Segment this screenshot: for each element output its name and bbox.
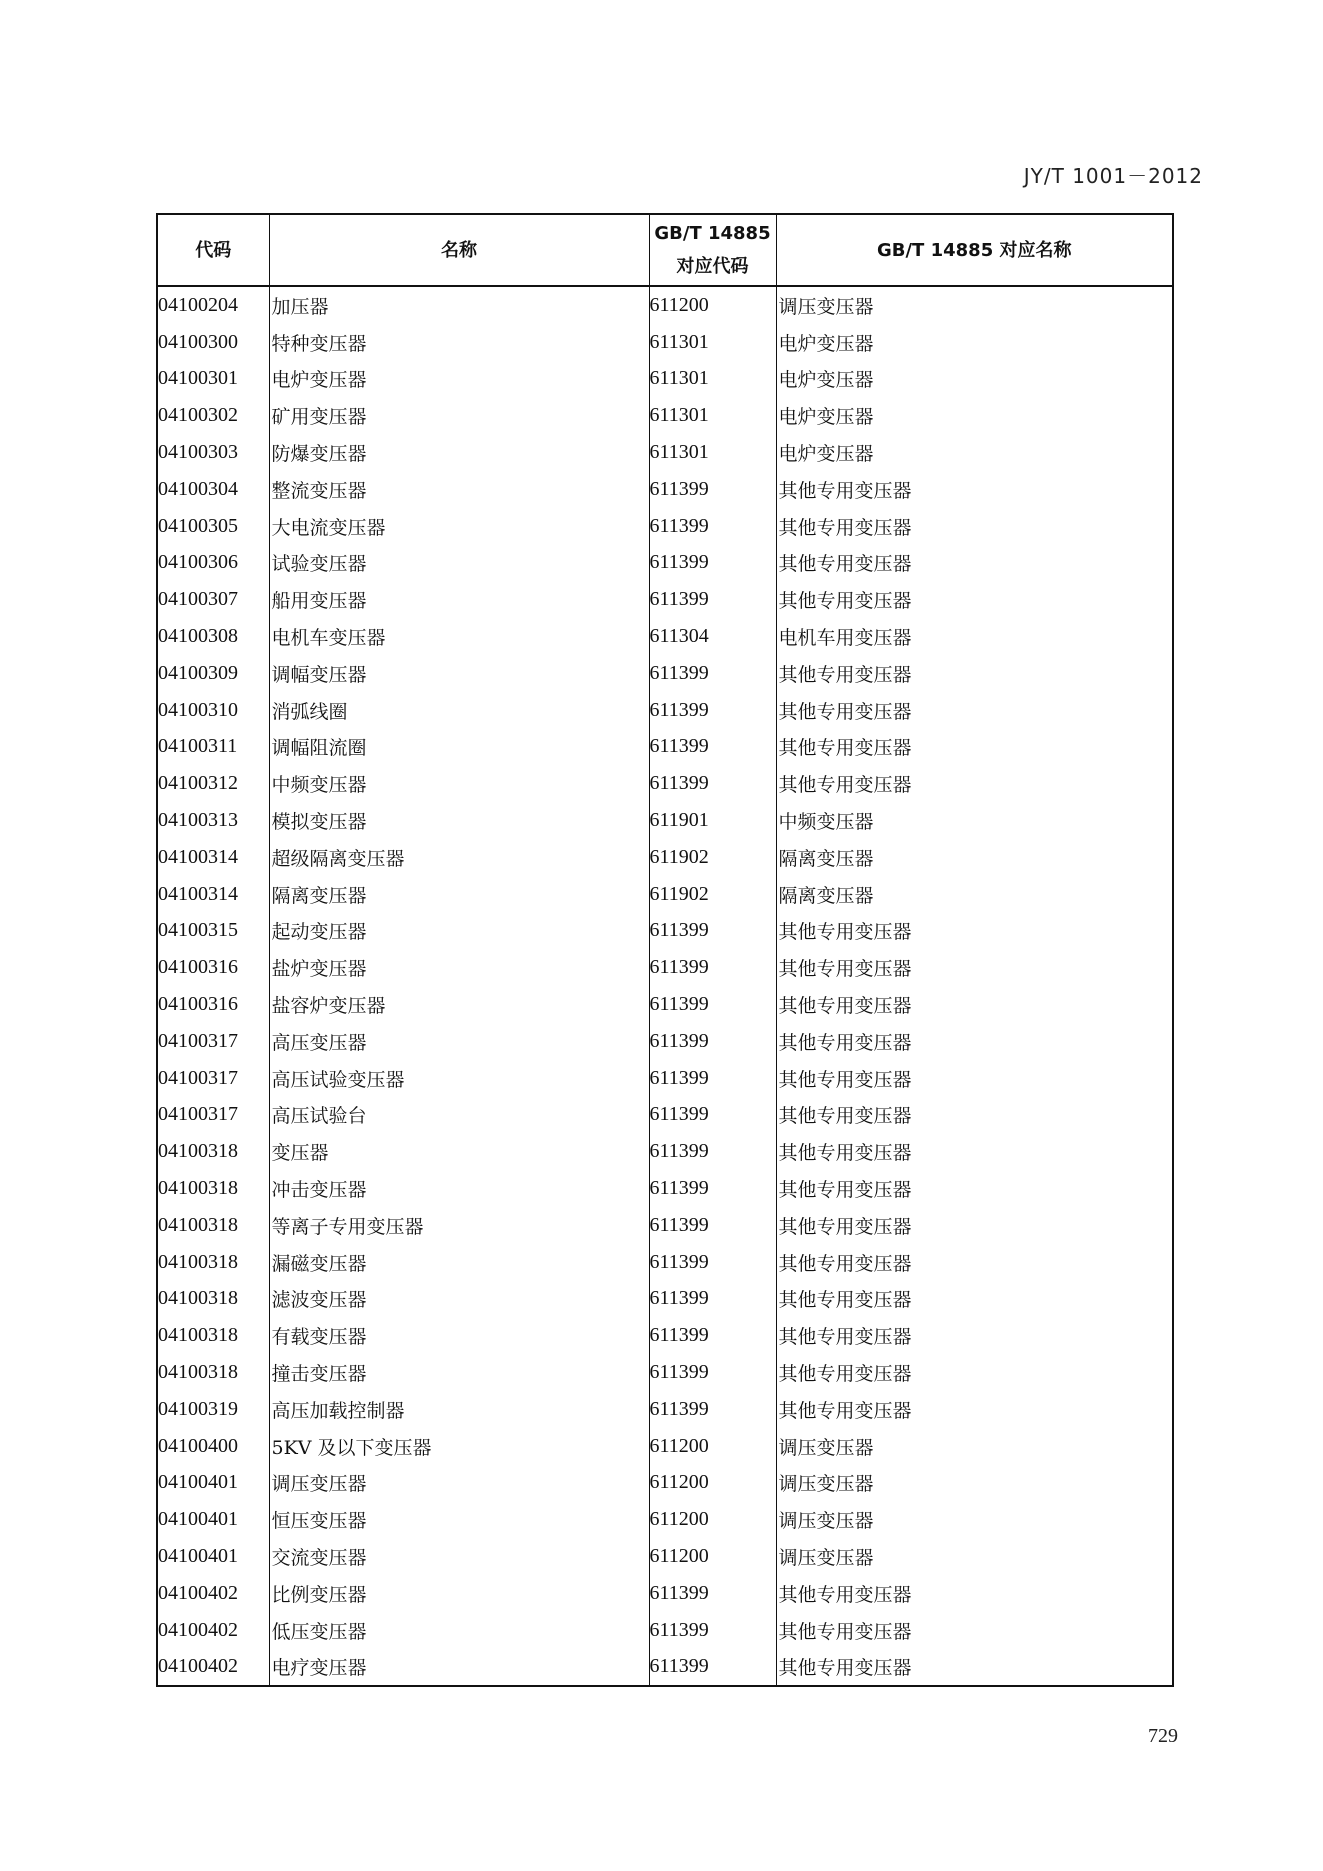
document-id: JY/T 1001－2012 — [1023, 164, 1203, 188]
header-row — [157, 214, 1173, 286]
gb-code-cell: 611399 — [649, 1170, 776, 1207]
table-row — [157, 1648, 1173, 1686]
gb-name-cell: 其他专用变压器 — [776, 765, 1173, 802]
name-cell: 恒压变压器 — [269, 1501, 649, 1538]
gb-name-cell: 其他专用变压器 — [776, 1244, 1173, 1281]
gb-code-cell: 611399 — [649, 986, 776, 1023]
table-row — [157, 434, 1173, 471]
table-row — [157, 1465, 1173, 1502]
code-cell: 04100318 — [157, 1133, 269, 1170]
code-cell: 04100401 — [157, 1465, 269, 1502]
gb-name-cell: 电炉变压器 — [776, 361, 1173, 398]
gb-code-cell: 611301 — [649, 397, 776, 434]
gb-code-cell: 611301 — [649, 434, 776, 471]
gb-name-cell: 隔离变压器 — [776, 839, 1173, 876]
code-cell: 04100312 — [157, 765, 269, 802]
gb-name-cell: 调压变压器 — [776, 1428, 1173, 1465]
gb-name-cell: 其他专用变压器 — [776, 545, 1173, 582]
header-name: 名称 — [269, 214, 649, 286]
gb-name-cell: 其他专用变压器 — [776, 581, 1173, 618]
name-cell: 调压变压器 — [269, 1465, 649, 1502]
name-cell: 变压器 — [269, 1133, 649, 1170]
code-cell: 04100311 — [157, 729, 269, 766]
code-cell: 04100319 — [157, 1391, 269, 1428]
table-row — [157, 1060, 1173, 1097]
name-cell: 冲击变压器 — [269, 1170, 649, 1207]
name-cell: 高压加载控制器 — [269, 1391, 649, 1428]
table-row — [157, 655, 1173, 692]
code-cell: 04100306 — [157, 545, 269, 582]
code-cell: 04100314 — [157, 876, 269, 913]
table-row — [157, 508, 1173, 545]
name-cell: 特种变压器 — [269, 324, 649, 361]
gb-code-cell: 611399 — [649, 1244, 776, 1281]
gb-code-cell: 611399 — [649, 1648, 776, 1686]
table-row — [157, 545, 1173, 582]
table-row — [157, 876, 1173, 913]
header-gb-code-line1: GB/T 14885 — [654, 223, 771, 244]
table-row — [157, 1391, 1173, 1428]
name-cell: 高压变压器 — [269, 1023, 649, 1060]
name-cell: 高压试验变压器 — [269, 1060, 649, 1097]
gb-code-cell: 611399 — [649, 1133, 776, 1170]
gb-name-cell: 其他专用变压器 — [776, 1648, 1173, 1686]
gb-code-cell: 611399 — [649, 655, 776, 692]
name-cell: 比例变压器 — [269, 1575, 649, 1612]
name-cell: 超级隔离变压器 — [269, 839, 649, 876]
gb-name-cell: 其他专用变压器 — [776, 1097, 1173, 1134]
gb-name-cell: 其他专用变压器 — [776, 1281, 1173, 1318]
code-cell: 04100317 — [157, 1097, 269, 1134]
table-header — [157, 214, 1173, 286]
gb-name-cell: 调压变压器 — [776, 286, 1173, 324]
table-row — [157, 361, 1173, 398]
gb-name-cell: 电炉变压器 — [776, 434, 1173, 471]
gb-code-cell: 611399 — [649, 692, 776, 729]
name-cell: 盐炉变压器 — [269, 949, 649, 986]
page-number: 729 — [1148, 1725, 1178, 1747]
gb-name-cell: 其他专用变压器 — [776, 1170, 1173, 1207]
code-cell: 04100305 — [157, 508, 269, 545]
code-cell: 04100313 — [157, 802, 269, 839]
table-row — [157, 1428, 1173, 1465]
table-body — [157, 286, 1173, 1686]
gb-name-cell: 其他专用变压器 — [776, 692, 1173, 729]
gb-name-cell: 其他专用变压器 — [776, 1023, 1173, 1060]
gb-code-cell: 611399 — [649, 765, 776, 802]
code-cell: 04100400 — [157, 1428, 269, 1465]
gb-name-cell: 其他专用变压器 — [776, 1612, 1173, 1649]
code-cell: 04100401 — [157, 1538, 269, 1575]
table-row — [157, 802, 1173, 839]
table-row — [157, 1612, 1173, 1649]
gb-code-cell: 611200 — [649, 1428, 776, 1465]
name-cell: 整流变压器 — [269, 471, 649, 508]
table-row — [157, 1207, 1173, 1244]
code-cell: 04100309 — [157, 655, 269, 692]
gb-name-cell: 其他专用变压器 — [776, 655, 1173, 692]
name-cell: 5KV 及以下变压器 — [269, 1428, 649, 1465]
table-row — [157, 692, 1173, 729]
gb-name-cell: 其他专用变压器 — [776, 1317, 1173, 1354]
code-cell: 04100301 — [157, 361, 269, 398]
gb-code-cell: 611301 — [649, 361, 776, 398]
name-cell: 大电流变压器 — [269, 508, 649, 545]
gb-name-cell: 其他专用变压器 — [776, 729, 1173, 766]
code-cell: 04100401 — [157, 1501, 269, 1538]
table-row — [157, 1133, 1173, 1170]
gb-name-cell: 其他专用变压器 — [776, 1575, 1173, 1612]
code-cell: 04100304 — [157, 471, 269, 508]
gb-name-cell: 其他专用变压器 — [776, 1207, 1173, 1244]
header-code: 代码 — [157, 214, 269, 286]
code-cell: 04100402 — [157, 1648, 269, 1686]
gb-name-cell: 调压变压器 — [776, 1501, 1173, 1538]
table-row — [157, 471, 1173, 508]
code-mapping-table — [156, 213, 1174, 1687]
gb-code-cell: 611399 — [649, 581, 776, 618]
name-cell: 船用变压器 — [269, 581, 649, 618]
table-row — [157, 1575, 1173, 1612]
gb-code-cell: 611399 — [649, 508, 776, 545]
table-row — [157, 1170, 1173, 1207]
code-cell: 04100316 — [157, 986, 269, 1023]
gb-code-cell: 611902 — [649, 876, 776, 913]
gb-name-cell: 电炉变压器 — [776, 397, 1173, 434]
table-row — [157, 618, 1173, 655]
name-cell: 调幅阻流圈 — [269, 729, 649, 766]
code-cell: 04100300 — [157, 324, 269, 361]
name-cell: 中频变压器 — [269, 765, 649, 802]
name-cell: 电疗变压器 — [269, 1648, 649, 1686]
gb-name-cell: 其他专用变压器 — [776, 986, 1173, 1023]
name-cell: 撞击变压器 — [269, 1354, 649, 1391]
gb-name-cell: 其他专用变压器 — [776, 1133, 1173, 1170]
gb-name-cell: 其他专用变压器 — [776, 471, 1173, 508]
name-cell: 电炉变压器 — [269, 361, 649, 398]
gb-name-cell: 其他专用变压器 — [776, 913, 1173, 950]
code-cell: 04100318 — [157, 1170, 269, 1207]
table-row — [157, 949, 1173, 986]
name-cell: 盐容炉变压器 — [269, 986, 649, 1023]
code-cell: 04100318 — [157, 1354, 269, 1391]
code-cell: 04100317 — [157, 1023, 269, 1060]
name-cell: 电机车变压器 — [269, 618, 649, 655]
table-row — [157, 729, 1173, 766]
code-cell: 04100318 — [157, 1317, 269, 1354]
code-cell: 04100402 — [157, 1612, 269, 1649]
table-row — [157, 1097, 1173, 1134]
name-cell: 有载变压器 — [269, 1317, 649, 1354]
table-row — [157, 839, 1173, 876]
code-cell: 04100318 — [157, 1281, 269, 1318]
table-row — [157, 286, 1173, 324]
name-cell: 低压变压器 — [269, 1612, 649, 1649]
gb-code-cell: 611399 — [649, 1023, 776, 1060]
gb-name-cell: 其他专用变压器 — [776, 1060, 1173, 1097]
name-cell: 消弧线圈 — [269, 692, 649, 729]
gb-name-cell: 其他专用变压器 — [776, 949, 1173, 986]
code-cell: 04100307 — [157, 581, 269, 618]
gb-code-cell: 611399 — [649, 471, 776, 508]
gb-code-cell: 611399 — [649, 545, 776, 582]
gb-code-cell: 611399 — [649, 1612, 776, 1649]
gb-code-cell: 611304 — [649, 618, 776, 655]
gb-code-cell: 611902 — [649, 839, 776, 876]
code-cell: 04100308 — [157, 618, 269, 655]
table-row — [157, 1354, 1173, 1391]
gb-code-cell: 611399 — [649, 949, 776, 986]
gb-code-cell: 611399 — [649, 1207, 776, 1244]
gb-code-cell: 611399 — [649, 1060, 776, 1097]
gb-code-cell: 611901 — [649, 802, 776, 839]
table-row — [157, 1281, 1173, 1318]
name-cell: 模拟变压器 — [269, 802, 649, 839]
gb-code-cell: 611301 — [649, 324, 776, 361]
table-row — [157, 397, 1173, 434]
gb-name-cell: 其他专用变压器 — [776, 508, 1173, 545]
gb-name-cell: 电炉变压器 — [776, 324, 1173, 361]
code-cell: 04100302 — [157, 397, 269, 434]
code-cell: 04100316 — [157, 949, 269, 986]
table-row — [157, 765, 1173, 802]
table-row — [157, 581, 1173, 618]
name-cell: 交流变压器 — [269, 1538, 649, 1575]
gb-code-cell: 611399 — [649, 1354, 776, 1391]
name-cell: 漏磁变压器 — [269, 1244, 649, 1281]
table-row — [157, 1538, 1173, 1575]
name-cell: 矿用变压器 — [269, 397, 649, 434]
name-cell: 调幅变压器 — [269, 655, 649, 692]
table-row — [157, 913, 1173, 950]
table-row — [157, 986, 1173, 1023]
gb-name-cell: 调压变压器 — [776, 1465, 1173, 1502]
gb-code-cell: 611399 — [649, 1317, 776, 1354]
gb-name-cell: 调压变压器 — [776, 1538, 1173, 1575]
table-row — [157, 324, 1173, 361]
name-cell: 高压试验台 — [269, 1097, 649, 1134]
gb-code-cell: 611200 — [649, 1538, 776, 1575]
code-cell: 04100314 — [157, 839, 269, 876]
code-cell: 04100402 — [157, 1575, 269, 1612]
code-cell: 04100310 — [157, 692, 269, 729]
header-gb-code — [649, 214, 776, 286]
gb-code-cell: 611399 — [649, 1391, 776, 1428]
code-cell: 04100315 — [157, 913, 269, 950]
gb-name-cell: 其他专用变压器 — [776, 1391, 1173, 1428]
code-cell: 04100318 — [157, 1244, 269, 1281]
gb-code-cell: 611399 — [649, 1575, 776, 1612]
code-cell: 04100317 — [157, 1060, 269, 1097]
table-row — [157, 1023, 1173, 1060]
gb-code-cell: 611200 — [649, 1501, 776, 1538]
name-cell: 隔离变压器 — [269, 876, 649, 913]
name-cell: 试验变压器 — [269, 545, 649, 582]
name-cell: 防爆变压器 — [269, 434, 649, 471]
gb-code-cell: 611399 — [649, 1281, 776, 1318]
table-row — [157, 1244, 1173, 1281]
gb-code-cell: 611399 — [649, 729, 776, 766]
gb-code-cell: 611200 — [649, 286, 776, 324]
code-cell: 04100204 — [157, 286, 269, 324]
gb-name-cell: 电机车用变压器 — [776, 618, 1173, 655]
table-row — [157, 1501, 1173, 1538]
name-cell: 加压器 — [269, 286, 649, 324]
name-cell: 等离子专用变压器 — [269, 1207, 649, 1244]
gb-name-cell: 其他专用变压器 — [776, 1354, 1173, 1391]
table-row — [157, 1317, 1173, 1354]
header-gb-name: GB/T 14885 对应名称 — [776, 214, 1173, 286]
code-cell: 04100318 — [157, 1207, 269, 1244]
code-cell: 04100303 — [157, 434, 269, 471]
header-gb-code-line2: 对应代码 — [676, 256, 749, 277]
gb-name-cell: 中频变压器 — [776, 802, 1173, 839]
name-cell: 起动变压器 — [269, 913, 649, 950]
gb-code-cell: 611399 — [649, 913, 776, 950]
gb-code-cell: 611399 — [649, 1097, 776, 1134]
name-cell: 滤波变压器 — [269, 1281, 649, 1318]
gb-name-cell: 隔离变压器 — [776, 876, 1173, 913]
gb-code-cell: 611200 — [649, 1465, 776, 1502]
